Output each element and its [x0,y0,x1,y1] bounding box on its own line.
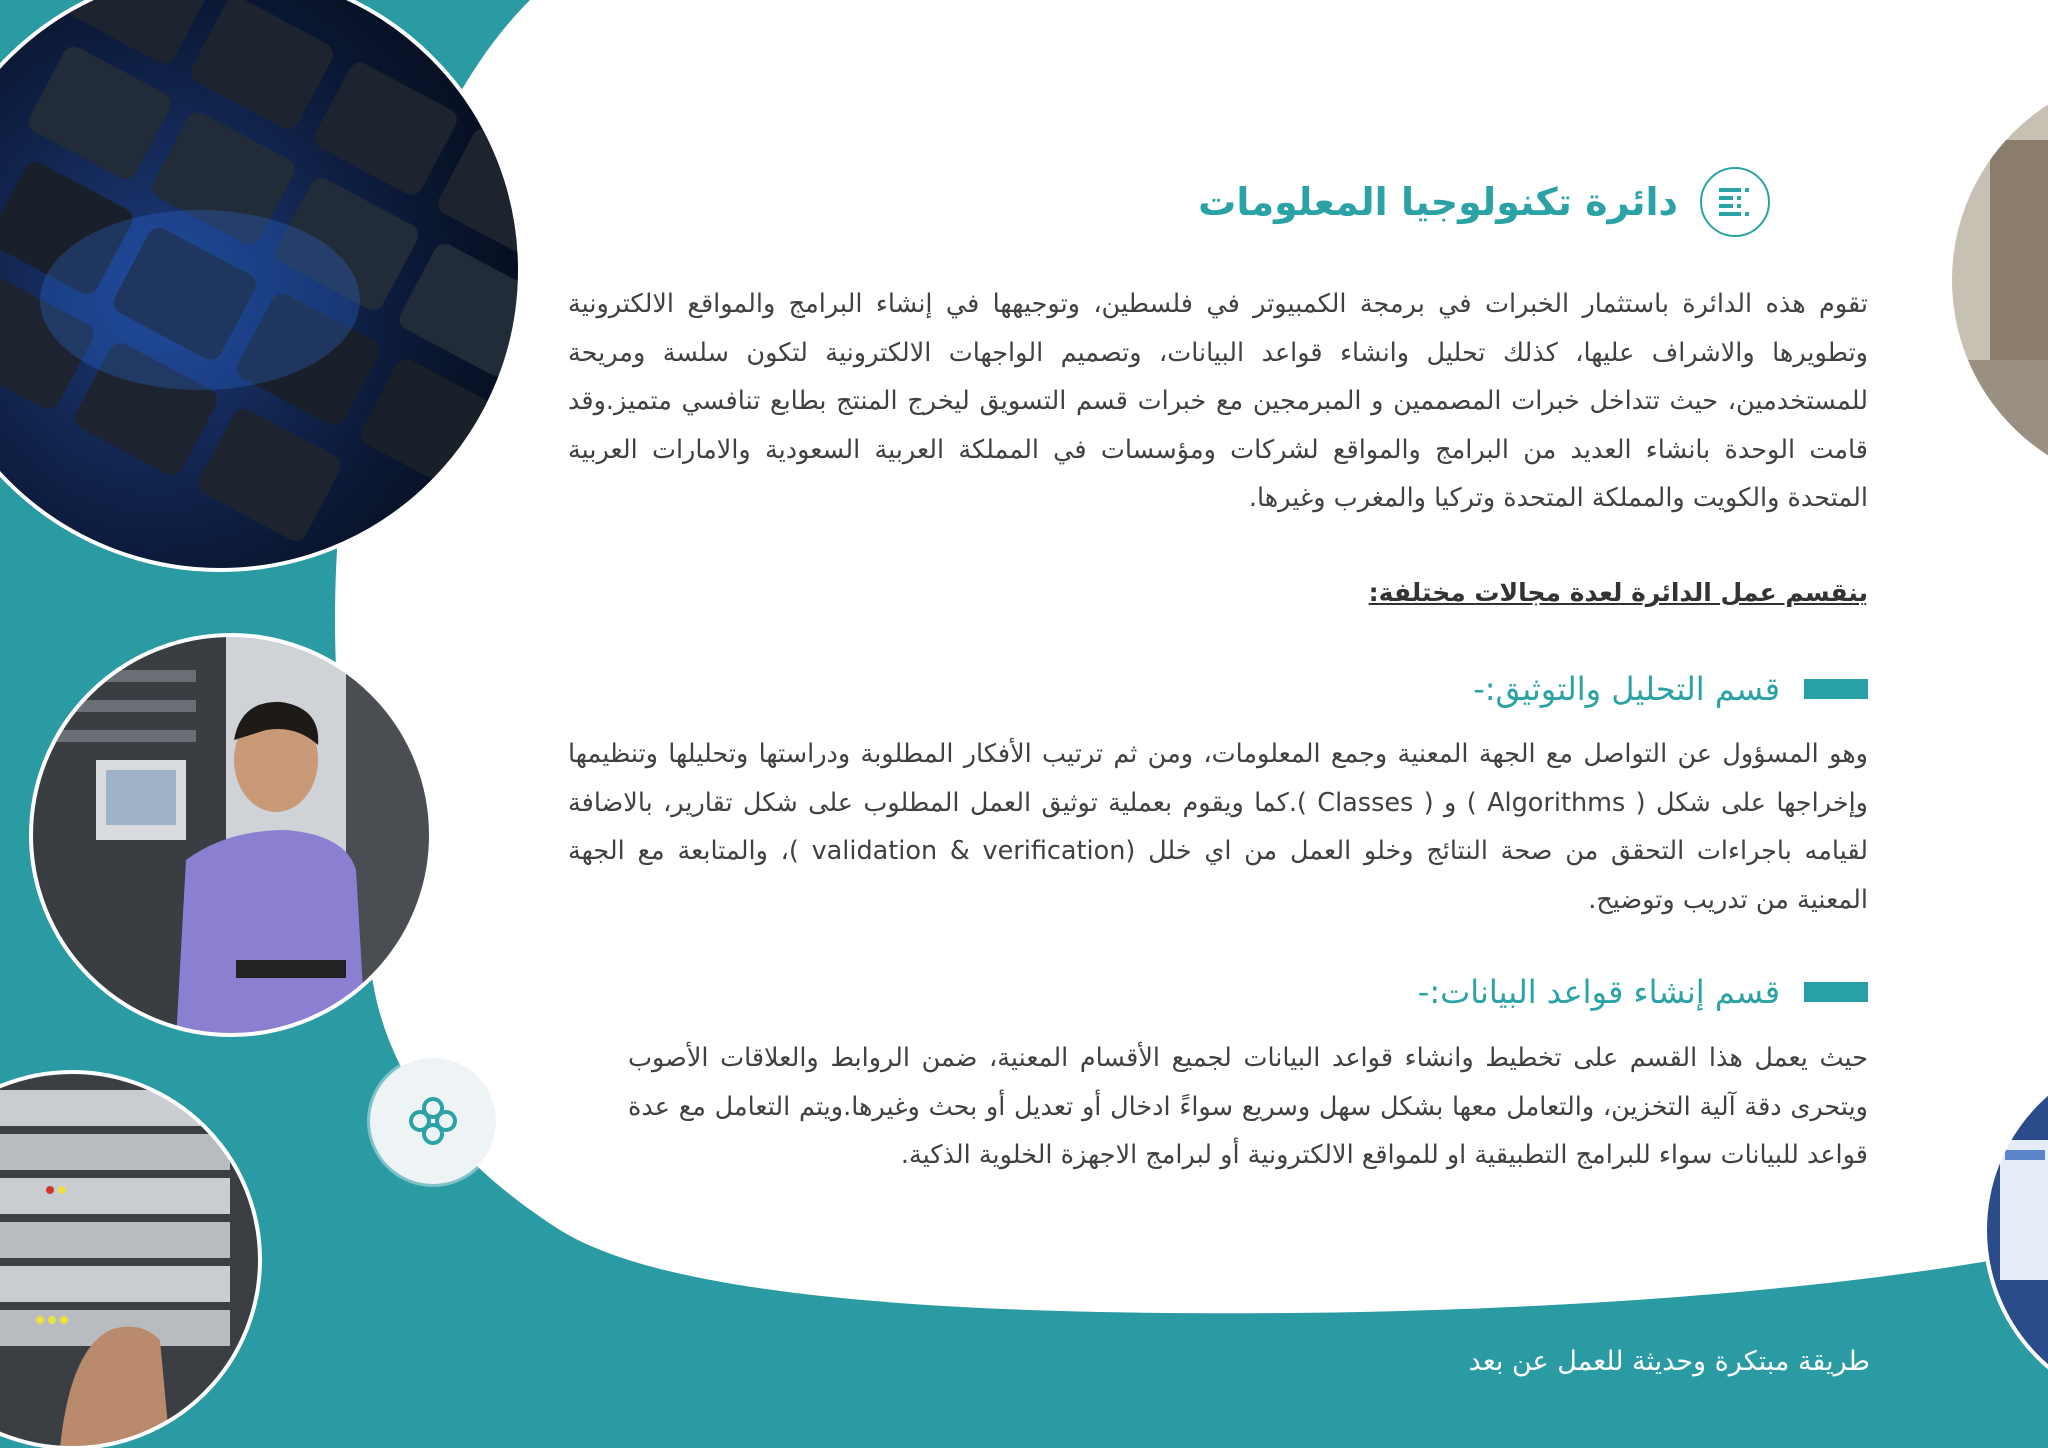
screen-photo [1985,1080,2048,1380]
technician-photo [26,630,436,1040]
server-rack-photo [0,1030,270,1448]
title-text: دائرة تكنولوجيا المعلومات [1198,180,1678,224]
footer-slogan: طريقة مبتكرة وحديثة للعمل عن بعد [1468,1346,1870,1377]
section-database-body: حيث يعمل هذا القسم على تخطيط وانشاء قواعد البيانات لجميع الأقسام المعنية، ضمن الروابط والعلاقات الأصوب ويتحرى دقة آلية التخزين، والتعامل معها بشكل سهل وسريع سواءً ادخال أو تعديل أو بحث وغيرها.ويتم التعامل مع عدة قواعد للبيانات سواء للبرامج التطبيقية او للمواقع الالكترونية أو لبرامج الاجهزة الخلوية الذكية. [628,1043,1868,1170]
divisions-heading: ينقسم عمل الدائرة لعدة مجالات مختلفة: [1368,578,1868,607]
section-analysis-label: قسم التحليل والتوثيق:- [1473,670,1780,708]
section-analysis-title [1473,670,1868,708]
company-logo [370,1058,496,1184]
clover-logo-icon [406,1094,460,1148]
section-bar [1804,679,1868,699]
section-database-label: قسم إنشاء قواعد البيانات:- [1417,973,1780,1011]
office-photo [1950,60,2048,500]
page-title [1198,172,1770,232]
section-analysis-body: وهو المسؤول عن التواصل مع الجهة المعنية وجمع المعلومات، ومن ثم ترتيب الأفكار المطلوبة ودراستها وتحليلها وتنظيمها وإخراجها على شكل ( Algorithms ) و ( Classes ).كما ويقوم بعملية توثيق العمل المطلوب على شكل تقارير، بالاضافة لقيامه باجراءات التحقق من صحة النتائج وخلو العمل من اي خلل (validation & verification )، والمتابعة مع الجهة المعنية من تدريب وتوضيح. [568,739,1868,915]
intro-paragraph: تقوم هذه الدائرة باستثمار الخبرات في برمجة الكمبيوتر في فلسطين، وتوجيهها في إنشاء البرامج والمواقع الالكترونية وتطويرها والاشراف عليها، كذلك تحليل وانشاء قواعد البيانات، وتصميم الواجهات الالكترونية لتكون سلسة ومريحة للمستخدمين، حيث تتداخل خبرات المصممين و المبرمجين مع خبرات قسم التسويق ليخرج المنتج بطابع تنافسي متميز.وقد قامت الوحدة بانشاء العديد من البرامج والمواقع لشركات ومؤسسات في المملكة العربية السعودية والامارات العربية المتحدة والكويت والمملكة المتحدة وتركيا والمغرب وغيرها. [568,289,1868,513]
list-icon [1700,167,1770,237]
keyboard-photo [0,0,520,580]
section-database-title [1418,973,1868,1011]
section-bar [1804,982,1868,1002]
